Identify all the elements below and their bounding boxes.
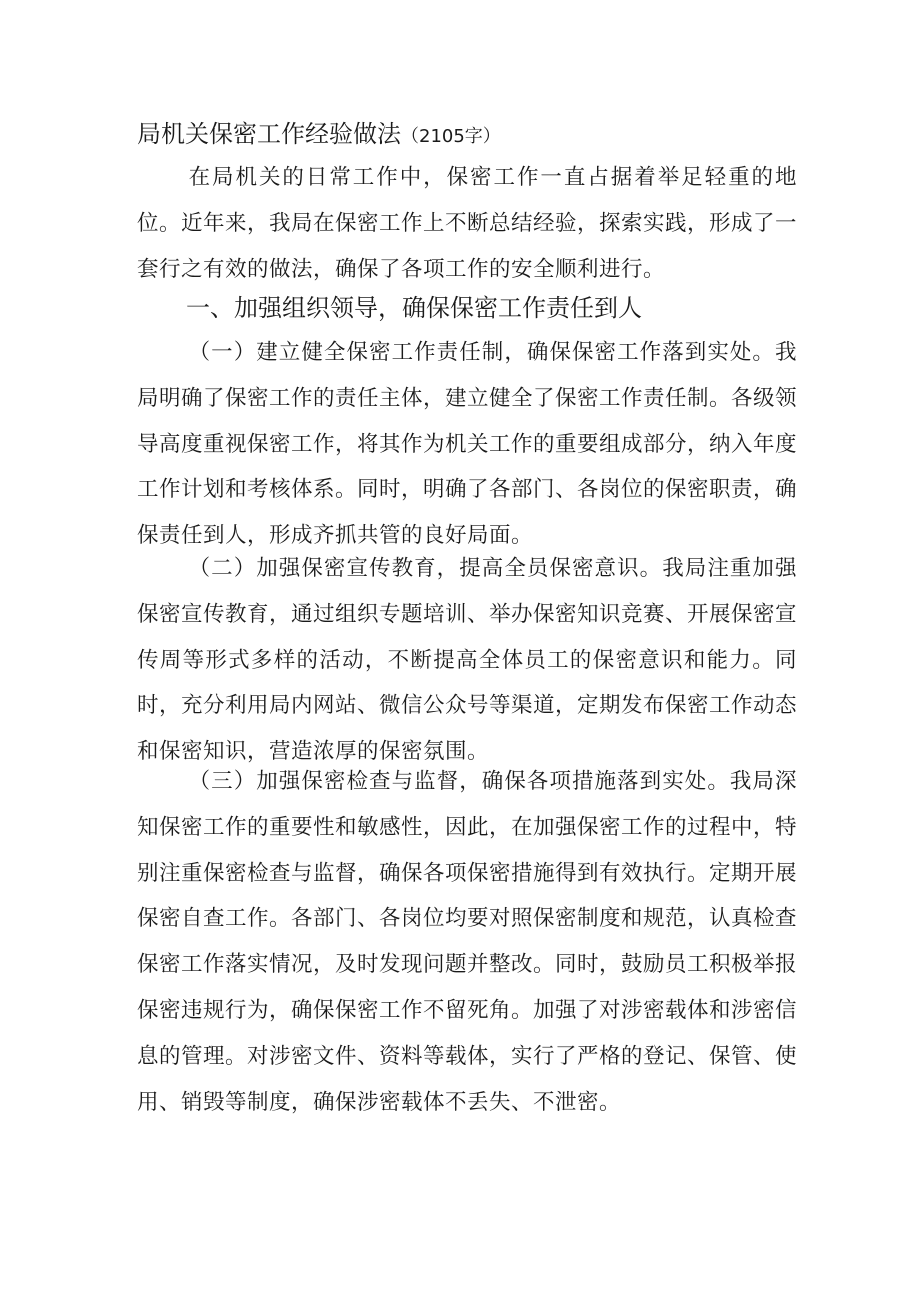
section-heading: 一、加强组织领导，确保保密工作责任到人 <box>186 294 642 322</box>
intro-paragraph: 在局机关的日常工作中，保密工作一直占据着举足轻重的地位。近年来，我局在保密工作上不断总结经验，探索实践，形成了一套行之有效的做法，确保了各项工作的安全顺利进行。 <box>137 165 798 282</box>
title-text: 局机关保密工作经验做法 <box>137 120 401 148</box>
word-count: （2105字） <box>401 126 501 147</box>
paragraph-3: （三）加强保密检查与监督，确保各项措施落到实处。我局深知保密工作的重要性和敏感性，因此，在加强保密工作的过程中，特别注重保密检查与监督，确保各项保密措施得到有效执行。定期开展保密自查工作。各部门、各岗位均要对照保密制度和规范，认真检查保密工作落实情况，及时发现问题并整改。同时，鼓励员工积极举报保密违规行为，确保保密工作不留死角。加强了对涉密载体和涉密信息的管理。对涉密文件、资料等载体，实行了严格的登记、保管、使用、销毁等制度，确保涉密载体不丢失、不泄密。 <box>137 769 798 1115</box>
paragraph-1: （一）建立健全保密工作责任制，确保保密工作落到实处。我局明确了保密工作的责任主体，建立健全了保密工作责任制。各级领导高度重视保密工作，将其作为机关工作的重要组成部分，纳入年度工作计划和考核体系。同时，明确了各部门、各岗位的保密职责，确保责任到人，形成齐抓共管的良好局面。 <box>137 340 798 549</box>
document-title <box>137 118 797 153</box>
paragraph-2: （二）加强保密宣传教育，提高全员保密意识。我局注重加强保密宣传教育，通过组织专题培训、举办保密知识竞赛、开展保密宣传周等形式多样的活动，不断提高全体员工的保密意识和能力。同时，充分利用局内网站、微信公众号等渠道，定期发布保密工作动态和保密知识，营造浓厚的保密氛围。 <box>137 556 798 765</box>
